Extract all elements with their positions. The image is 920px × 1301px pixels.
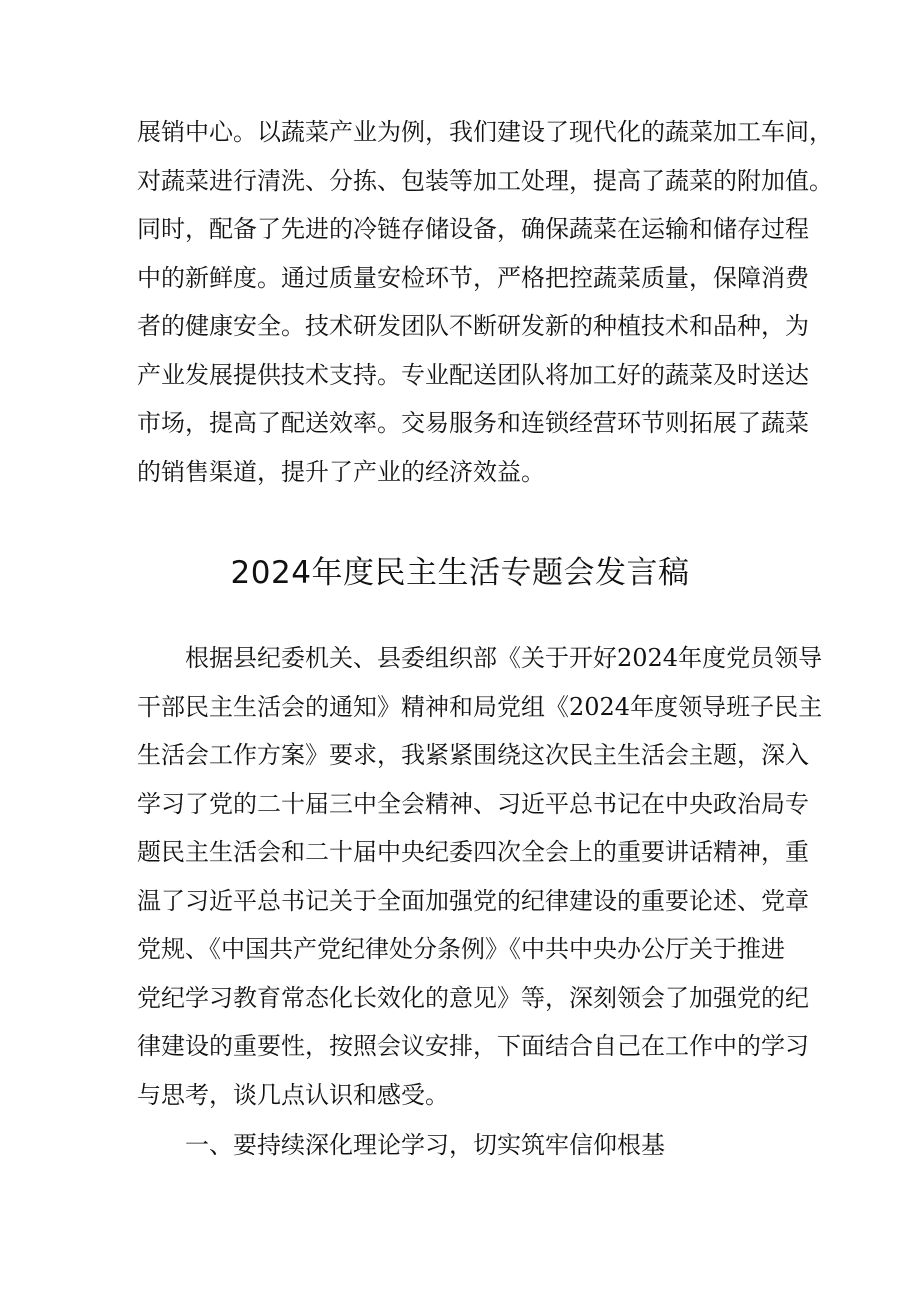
paragraph-line: 市场，提高了配送效率。交易服务和连锁经营环节则拓展了蔬菜: [137, 409, 809, 437]
paragraph-line: 党规、《中国共产党纪律处分条例》《中共中央办公厅关于推进: [137, 935, 785, 963]
paragraph-line: 题民主生活会和二十届中央纪委四次全会上的重要讲话精神，重: [137, 838, 809, 866]
paragraph-line: 的销售渠道，提升了产业的经济效益。: [137, 457, 545, 486]
paragraph-line: 温了习近平总书记关于全面加强党的纪律建设的重要论述、党章: [137, 886, 809, 915]
paragraph-line: 干部民主生活会的通知》精神和局党组《2024年度领导班子民主: [137, 692, 823, 721]
paragraph-line: 者的健康安全。技术研发团队不断研发新的种植技术和品种，为: [137, 312, 809, 340]
section-heading: [137, 1121, 787, 1170]
paragraph-line: 学习了党的二十届三中全会精神、习近平总书记在中央政治局专: [137, 789, 809, 818]
continued-paragraph: [137, 108, 833, 496]
intro-paragraph: [137, 634, 823, 1119]
paragraph-line: 中的新鲜度。通过质量安检环节，严格把控蔬菜质量，保障消费: [137, 263, 809, 292]
section-heading-text: 一、要持续深化理论学习，切实筑牢信仰根基: [185, 1131, 665, 1159]
paragraph-line: 根据县纪委机关、县委组织部《关于开好2024年度党员领导: [185, 644, 823, 672]
paragraph-line: 党纪学习教育常态化长效化的意见》等，深刻领会了加强党的纪: [137, 983, 809, 1012]
paragraph-line: 与思考，谈几点认识和感受。: [137, 1080, 449, 1109]
document-title: 2024年度民主生活专题会发言稿: [230, 555, 690, 591]
paragraph-line: 同时，配备了先进的冷链存储设备，确保蔬菜在运输和储存过程: [137, 215, 809, 243]
paragraph-line: 展销中心。以蔬菜产业为例，我们建设了现代化的蔬菜加工车间，: [137, 118, 833, 146]
paragraph-line: 对蔬菜进行清洗、分拣、包装等加工处理，提高了蔬菜的附加值。: [137, 166, 833, 195]
paragraph-line: 律建设的重要性，按照会议安排，下面结合自己在工作中的学习: [137, 1032, 809, 1060]
paragraph-line: 产业发展提供技术支持。专业配送团队将加工好的蔬菜及时送达: [137, 360, 809, 389]
paragraph-line: 生活会工作方案》要求，我紧紧围绕这次民主生活会主题，深入: [137, 741, 809, 769]
